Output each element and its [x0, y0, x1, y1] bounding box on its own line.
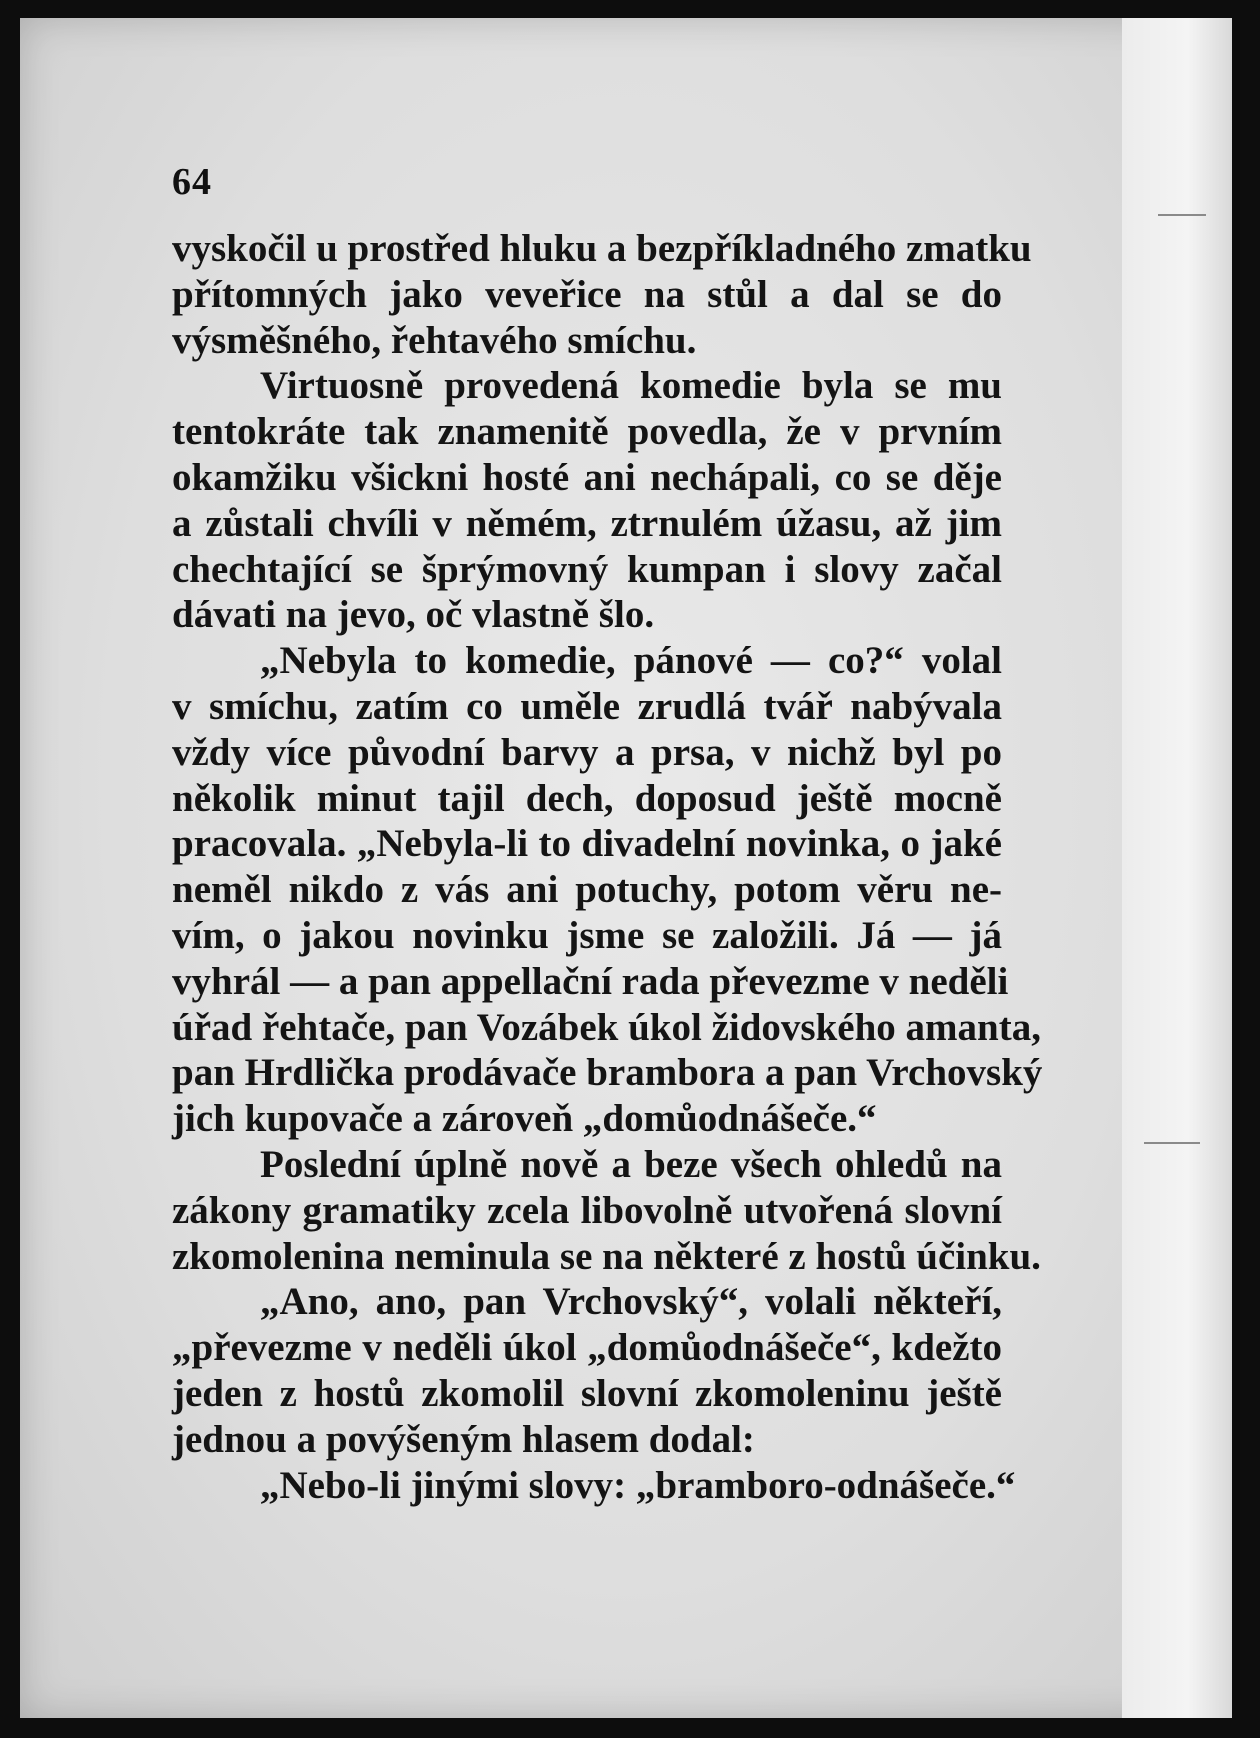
text-line: „Nebo-li jinými slovy: „bramboro-odnášeče.“	[260, 1463, 1016, 1507]
text-line: a zůstali chvíli v němém, ztrnulém úžasu, až jim	[172, 501, 1002, 545]
text-line: několik minut tajil dech, doposud ještě mocně	[172, 776, 1002, 820]
page-number: 64	[172, 161, 212, 203]
text-line: zkomolenina neminula se na některé z hostů účinku.	[172, 1234, 1041, 1278]
text-line: dávati na jevo, oč vlastně šlo.	[172, 593, 655, 637]
text-line: tentokráte tak znamenitě povedla, že v prvním	[172, 410, 1002, 454]
text-line: chechtající se šprýmovný kumpan i slovy začal	[172, 547, 1002, 591]
body-text	[172, 226, 1043, 1508]
text-line: jednou a povýšeným hlasem dodal:	[172, 1417, 755, 1461]
text-line: Poslední úplně nově a beze všech ohledů na	[260, 1142, 1002, 1186]
text-line: okamžiku všickni hosté ani nechápali, co se děje	[172, 455, 1002, 499]
text-line: jich kupovače a zároveň „domůodnášeče.“	[172, 1097, 877, 1141]
page-edge	[1122, 18, 1232, 1718]
text-line: pan Hrdlička prodávače brambora a pan Vrchovský	[172, 1051, 1043, 1095]
text-line: vyskočil u prostřed hluku a bezpříkladného zmatku	[172, 227, 1032, 270]
text-line: pracovala. „Nebyla-li to divadelní novinka, o jaké	[172, 822, 1002, 866]
text-line: „převezme v neděli úkol „domůodnášeče“, kdežto	[172, 1326, 1002, 1370]
text-line: Virtuosně provedená komedie byla se mu	[260, 364, 1002, 408]
text-line: vyhrál — a pan appellační rada převezme v neděli	[172, 959, 1009, 1003]
text-line: vždy více původní barvy a prsa, v nichž byl po	[172, 730, 1002, 774]
edge-mark	[1158, 214, 1206, 216]
text-line: úřad řehtače, pan Vozábek úkol židovského amanta,	[172, 1005, 1041, 1049]
edge-mark	[1144, 1142, 1200, 1144]
text-line: zákony gramatiky zcela libovolně utvořená slovní	[172, 1188, 1002, 1232]
text-line: „Ano, ano, pan Vrchovský“, volali někteří,	[260, 1280, 1002, 1324]
text-line: výsměšného, řehtavého smíchu.	[172, 318, 697, 362]
text-line: „Nebyla to komedie, pánové — co?“ volal	[260, 639, 1002, 683]
text-line: v smíchu, zatím co uměle zrudlá tvář nabývala	[172, 684, 1002, 728]
text-line: vím, o jakou novinku jsme se založili. Já — já	[172, 913, 1002, 957]
text-line: přítomných jako veveřice na stůl a dal se do	[172, 272, 1002, 316]
text-line: jeden z hostů zkomolil slovní zkomoleninu ještě	[172, 1371, 1002, 1415]
text-line: neměl nikdo z vás ani potuchy, potom věru ne-	[172, 868, 1002, 912]
